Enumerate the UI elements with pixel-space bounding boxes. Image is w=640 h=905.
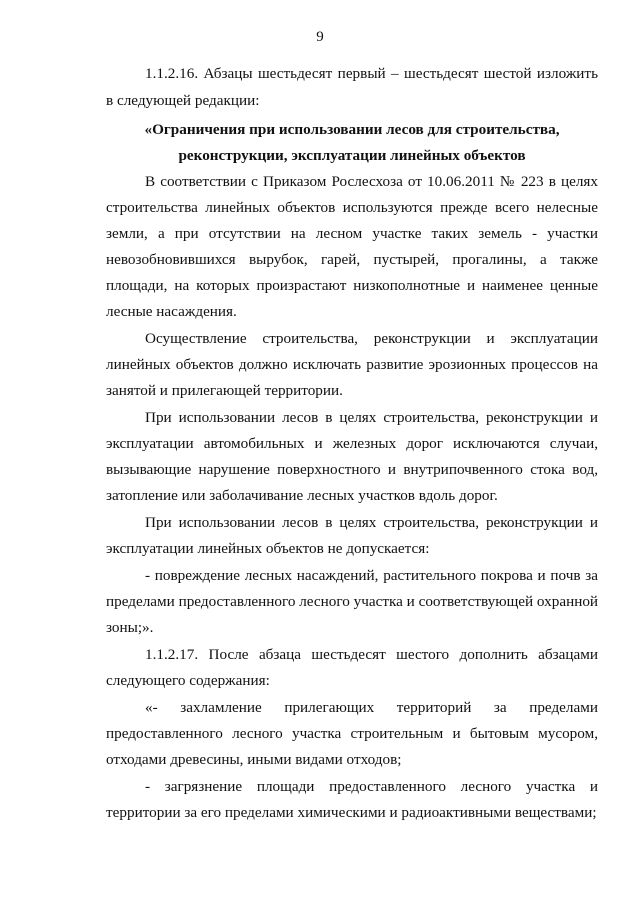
text-line: вызывающие нарушение поверхностного и внутрипочвенного стока вод, (106, 461, 598, 478)
text-line: занятой и прилегающей территории. (106, 382, 343, 399)
text-line: зоны;». (106, 619, 154, 636)
text-line: земли, а при отсутствии на лесном участке таких земель - участки (106, 225, 598, 242)
text-line: - повреждение лесных насаждений, растительного покрова и почв за (145, 567, 598, 584)
text-line: «- захламление прилегающих территорий за пределами (145, 699, 598, 716)
text-line: 1.1.2.16. Абзацы шестьдесят первый – шестьдесят шестой изложить (145, 65, 598, 82)
text-line: линейных объектов должно исключать развитие эрозионных процессов на (106, 356, 598, 373)
text-line: лесные насаждения. (106, 303, 237, 320)
text-line: эксплуатации линейных объектов не допускается: (106, 540, 430, 557)
text-line: затопление или заболачивание лесных участков вдоль дорог. (106, 487, 498, 504)
text-line: в следующей редакции: (106, 92, 260, 109)
text-line: невозобновившихся вырубок, гарей, пустырей, прогалины, а также (106, 251, 598, 268)
text-line: территории за его пределами химическими и радиоактивными веществами; (106, 804, 597, 821)
page-number: 9 (316, 29, 324, 45)
text-line: 1.1.2.17. После абзаца шестьдесят шестого дополнить абзацами (145, 646, 598, 663)
text-line: строительства линейных объектов используются прежде всего нелесные (106, 199, 598, 216)
section-heading-line: реконструкции, эксплуатации линейных объектов (178, 147, 526, 164)
text-line: отходами древесины, иными видами отходов; (106, 751, 402, 768)
text-line: пределами предоставленного лесного участка и соответствующей охранной (106, 593, 599, 610)
text-line: площади, на которых произрастают низкополнотные и наименее ценные (106, 277, 598, 294)
text-line: эксплуатации автомобильных и железных дорог исключаются случаи, (106, 435, 598, 452)
text-line: При использовании лесов в целях строительства, реконструкции и (145, 514, 598, 531)
text-line: В соответствии с Приказом Рослесхоза от 10.06.2011 № 223 в целях (145, 173, 598, 190)
text-line: предоставленного лесного участка строительным и бытовым мусором, (106, 725, 598, 742)
text-line: следующего содержания: (106, 672, 270, 689)
text-line: При использовании лесов в целях строительства, реконструкции и (145, 409, 598, 426)
text-line: - загрязнение площади предоставленного лесного участка и (145, 778, 598, 795)
text-line: Осуществление строительства, реконструкции и эксплуатации (145, 330, 598, 347)
section-heading-line: «Ограничения при использовании лесов для строительства, (144, 121, 560, 138)
